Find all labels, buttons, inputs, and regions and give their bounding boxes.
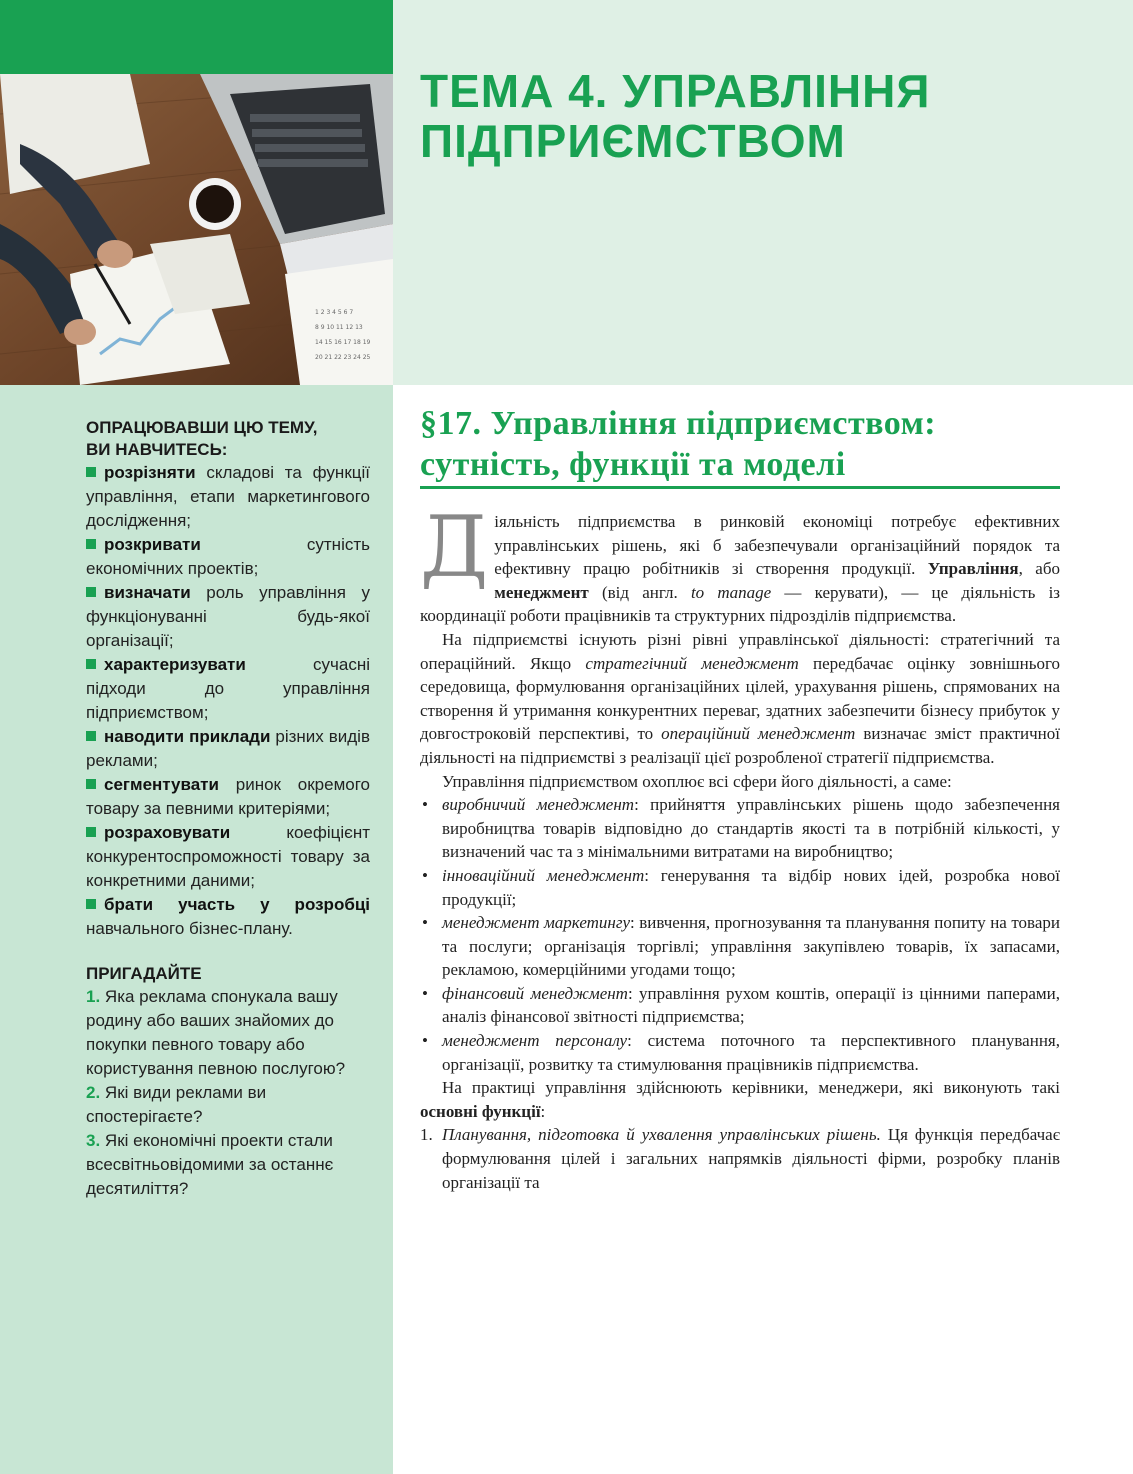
goal-text: складові та функції управління, етапи маркетингового дослідження; [86,463,370,530]
goal-verb: розрізняти [104,463,196,482]
svg-text:1 2 3 4 5 6 7: 1 2 3 4 5 6 7 [315,309,354,316]
goal-verb: характеризувати [104,655,246,674]
goal-text: різних видів реклами; [86,727,370,770]
text-run: — керувати), — це діяльність із координації роботи працівників та структурних підрозділів підприємства. [420,582,1061,626]
svg-text:14 15 16 17 18 19: 14 15 16 17 18 19 [315,339,371,346]
goal-text: ринок окремого товару за певними критеріями; [86,775,370,818]
goal-item [86,893,370,941]
goal-item [86,821,370,893]
goal-verb: розраховувати [104,823,231,842]
english-term: to manage [690,582,772,602]
function-text: Ця функція передбачає формулювання цілей і загальних напрямків діяльності фірми, розробку планів організації та [442,1125,1061,1192]
goal-item [86,581,370,653]
spheres-paragraph: Управління підприємством охоплює всі сфери його діяльності, а саме: [442,771,952,791]
text-run: передбачає оцінку зовнішнього середовища, формулювання організаційних цілей, урахування рішень, спрямованих на створення й утримання конкурентних переваг, здатних забезпечити бізнесу прибуток у довгостроковій перспективі, то [420,653,1061,744]
sphere-text: : вивчення, прогнозування та планування попиту на товари та послуги; організація торгівлі; управління закупівлею товарів, їх запасами, рекламою, комерційними угодами тощо; [442,913,1060,980]
question-number: 3. [86,1131,101,1150]
sphere-text: : управління рухом коштів, операції із цінними паперами, аналіз фінансової звітності підприємства; [442,983,1060,1027]
question-text: Які види реклами ви спостерігаєте? [86,1083,267,1126]
spheres-list [420,793,1060,1076]
learning-goals-sidebar [86,417,370,1201]
goal-verb: розкривати [104,535,201,554]
section-title-line1: §17. Управління підприємством: [420,405,937,442]
green-square-bullet-icon [86,731,96,741]
function-item [420,1123,1060,1194]
business-desk-photo [0,74,393,385]
recall-heading: ПРИГАДАЙТЕ [86,964,202,983]
term-strategic: стратегічний менеджмент [585,653,799,673]
goal-item [86,461,370,533]
goal-text: навчального бізнес-плану. [86,919,293,938]
green-square-bullet-icon [86,587,96,597]
sphere-text: : прийняття управлінських рішень щодо забезпечення виробництва товарів відповідно до стандартів якості та в потрібній кількості, у визначений час та з мінімальними витратами на виробництво; [442,795,1060,862]
sphere-item [420,864,1060,911]
section-title [420,403,1060,485]
section-body [420,498,1061,1194]
question-text: Яка реклама спонукала вашу родину або ваших знайомих до покупки певного товару або користування певною послугою? [86,987,346,1078]
text-run: : [540,1101,546,1121]
sphere-term: виробничий менеджмент [442,795,635,815]
term-operational: операційний менеджмент [661,724,856,744]
goal-item [86,653,370,725]
goal-verb: наводити приклади [104,727,271,746]
text-run: (від англ. [588,582,691,602]
green-square-bullet-icon [86,779,96,789]
text-run: На практиці управління здійснюють керівники, менеджери, які виконують такі [442,1078,1060,1098]
recall-question [86,985,370,1081]
goal-item [86,725,370,773]
goals-heading-line1: ОПРАЦЮВАВШИ ЦЮ ТЕМУ, [86,418,318,437]
function-title: Планування, підготовка й ухвалення управлінських рішень. [442,1125,881,1145]
sphere-item [420,982,1060,1029]
goal-text: сучасні підходи до управління підприємством; [86,655,370,722]
sphere-term: фінансовий менеджмент [442,983,628,1003]
section-title-line2: сутність, функції та моделі [420,446,846,483]
sphere-term: менеджмент маркетингу [442,913,631,933]
goal-text: коефіцієнт конкурентоспроможності товару за конкретними даними; [86,823,370,890]
header-band [393,0,1133,385]
goals-heading-line2: ВИ НАВЧИТЕСЬ: [86,440,228,459]
section-title-rule [420,486,1060,489]
term-main-functions: основні функції [420,1101,541,1121]
drop-cap: Д [420,498,489,596]
topic-title-line2: ПІДПРИЄМСТВОМ [420,115,846,167]
recall-question [86,1081,370,1129]
sphere-item [420,793,1060,864]
top-accent-bar [0,0,393,74]
term-menedzhment: менеджмент [494,582,589,602]
question-text: Які економічні проекти стали всесвітньовідомими за останнє десятиліття? [86,1131,334,1198]
sphere-item [420,911,1060,982]
sphere-text: : система поточного та перспективного планування, організації, розвитку та стимулювання працівників підприємства. [442,1031,1060,1074]
text-run: визначає зміст практичної діяльності на підприємстві з реалізації цієї розробленої стратегії підприємства. [420,724,1061,767]
sphere-item [420,1029,1060,1076]
goal-verb: брати участь у розробці [104,895,370,914]
functions-paragraph [420,1076,1060,1123]
svg-text:20 21 22 23 24 25: 20 21 22 23 24 25 [315,354,371,361]
term-management: Управління [927,559,1019,579]
goals-heading [86,417,370,461]
question-number: 1. [86,987,101,1006]
topic-title-line1: ТЕМА 4. УПРАВЛІННЯ [420,65,931,117]
goal-verb: сегментувати [104,775,219,794]
topic-title [420,66,1110,166]
text-run: , або [1018,559,1060,579]
svg-text:8 9 10 11 12 13: 8 9 10 11 12 13 [315,324,363,331]
function-number: 1. [420,1125,433,1145]
green-square-bullet-icon [86,467,96,477]
green-square-bullet-icon [86,539,96,549]
question-number: 2. [86,1083,101,1102]
recall-block [86,963,370,1201]
recall-question [86,1129,370,1201]
goal-item [86,773,370,821]
levels-paragraph [420,628,1060,770]
green-square-bullet-icon [86,899,96,909]
goal-item [86,533,370,581]
text-run: іяльність підприємства в ринковій економіці потребує ефективних управлінських рішень, які б забезпечували організаційний порядок та ефективну працю робітників зі створення продукції. [494,512,1060,579]
text-run: На підприємстві існують різні рівні управлінської діяльності: стратегічний та операційний. Якщо [420,629,1060,673]
sphere-term: інноваційний менеджмент [442,865,645,885]
sphere-term: менеджмент персоналу [442,1031,628,1051]
intro-paragraph [420,498,1061,628]
goal-text: сутність економічних проектів; [86,535,370,578]
green-square-bullet-icon [86,827,96,837]
sphere-text: : генерування та відбір нових ідей, розробка нової продукції; [442,865,1060,909]
goal-verb: визначати [104,583,191,602]
goal-text: роль управління у функціонуванні будь-якої організації; [86,583,370,650]
green-square-bullet-icon [86,659,96,669]
